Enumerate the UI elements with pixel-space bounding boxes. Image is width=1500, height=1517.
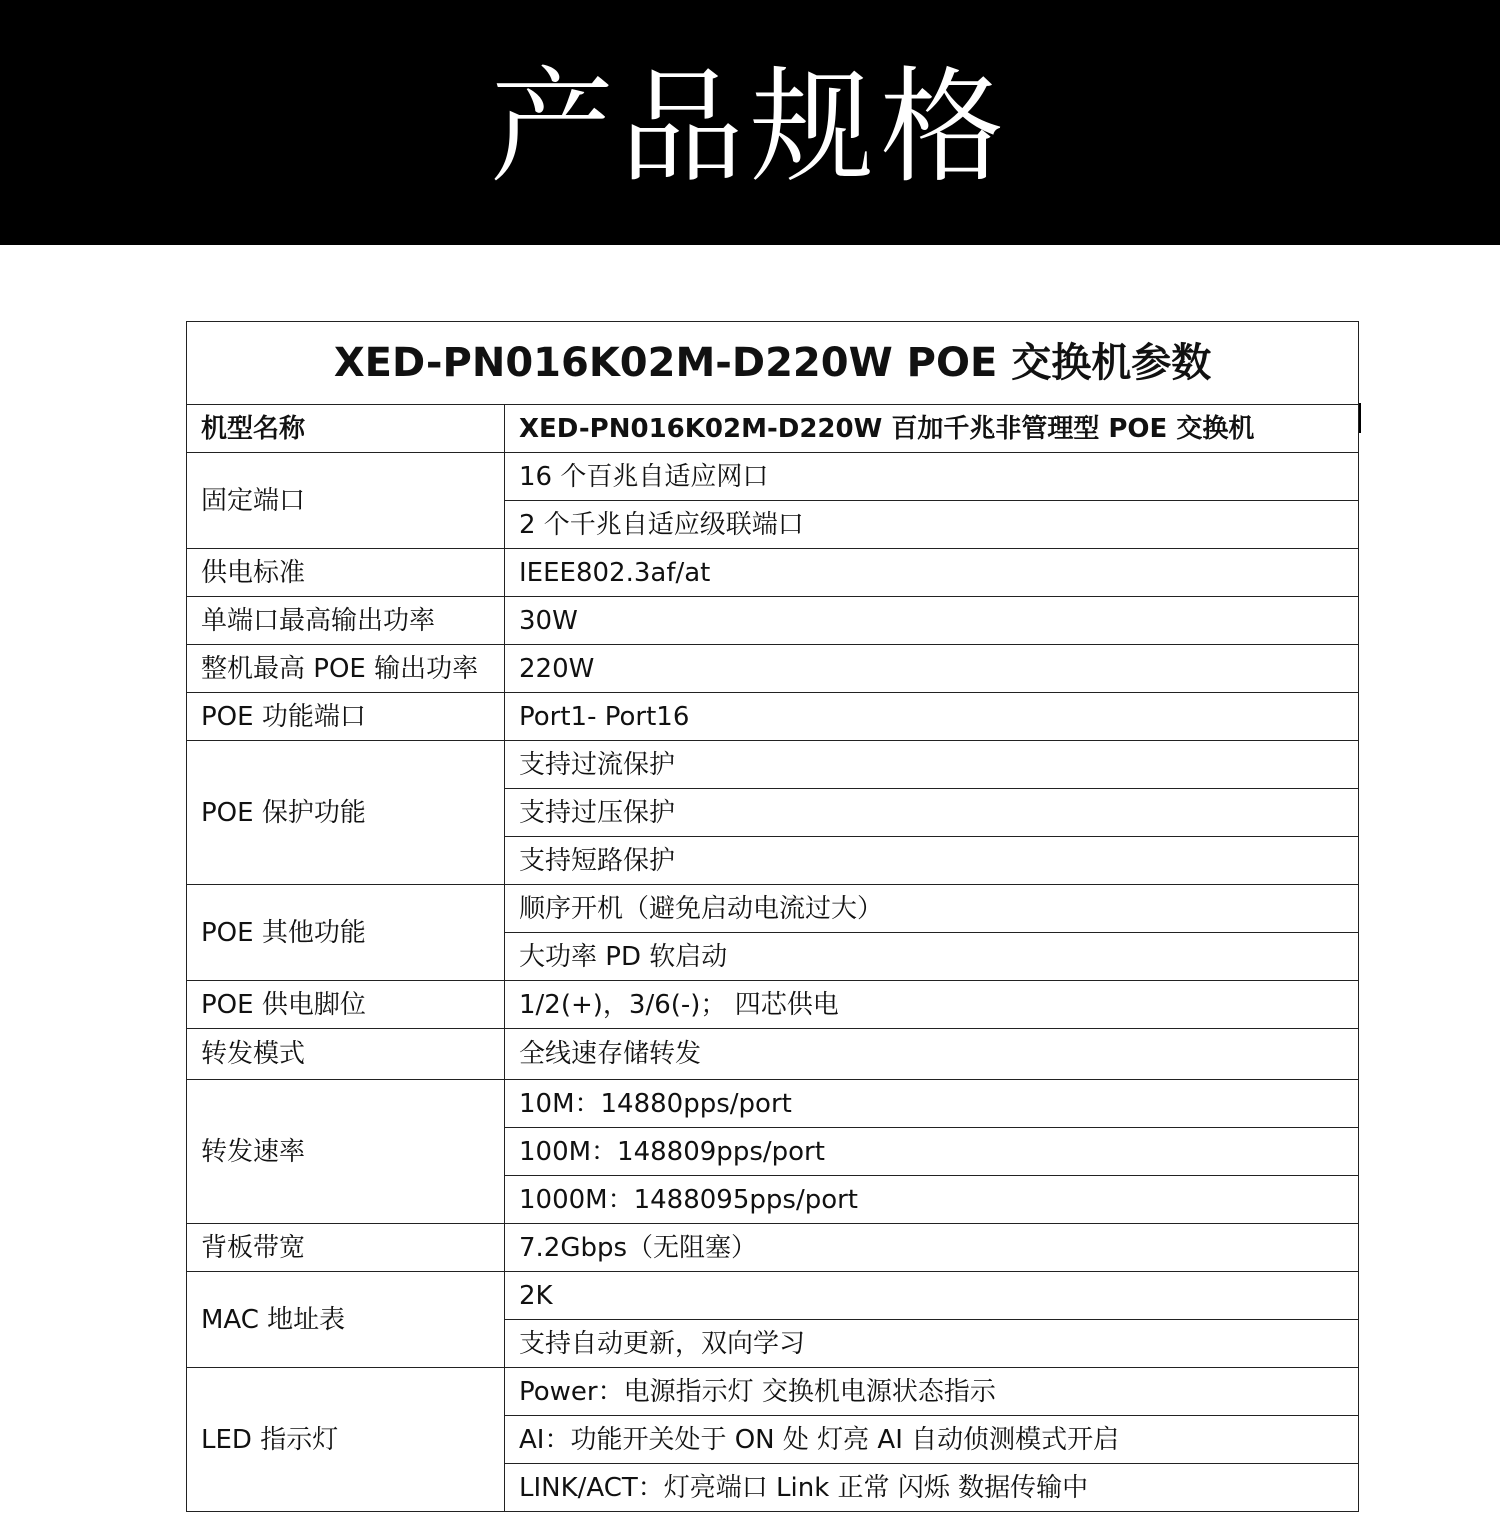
table-header-row [187,405,1359,453]
spec-value: 16 个百兆自适应网口 [505,453,1359,501]
spec-value: 支持过压保护 [505,789,1359,837]
table-row [187,549,1359,597]
spec-label: 背板带宽 [187,1224,505,1272]
spec-value: Port1- Port16 [505,693,1359,741]
spec-label: POE 其他功能 [187,885,505,981]
table-row [187,1224,1359,1272]
table-row [187,1029,1359,1080]
table-row [187,693,1359,741]
spec-label: 转发速率 [187,1080,505,1224]
header-label: 机型名称 [187,405,505,453]
banner [0,0,1500,245]
spec-value: 支持短路保护 [505,837,1359,885]
spec-value: 1000M：1488095pps/port [505,1176,1359,1224]
spec-label: 转发模式 [187,1029,505,1080]
spec-label: 供电标准 [187,549,505,597]
spec-table-container [186,321,1358,1512]
spec-value: LINK/ACT：灯亮端口 Link 正常 闪烁 数据传输中 [505,1464,1359,1512]
table-row [187,453,1359,501]
spec-value: AI：功能开关处于 ON 处 灯亮 AI 自动侦测模式开启 [505,1416,1359,1464]
table-row [187,1368,1359,1416]
text-cursor [1359,403,1361,433]
spec-label: 单端口最高输出功率 [187,597,505,645]
table-row [187,597,1359,645]
spec-label: 固定端口 [187,453,505,549]
spec-label: POE 保护功能 [187,741,505,885]
spec-value: 100M：148809pps/port [505,1128,1359,1176]
spec-value: 全线速存储转发 [505,1029,1359,1080]
spec-value: 7.2Gbps（无阻塞） [505,1224,1359,1272]
spec-label: POE 供电脚位 [187,981,505,1029]
spec-value: 1/2(+)，3/6(-)； 四芯供电 [505,981,1359,1029]
spec-value: Power：电源指示灯 交换机电源状态指示 [505,1368,1359,1416]
spec-table [186,321,1359,1512]
table-row [187,1272,1359,1320]
spec-value: 支持自动更新，双向学习 [505,1320,1359,1368]
spec-value: 220W [505,645,1359,693]
header-value: XED-PN016K02M-D220W 百加千兆非管理型 POE 交换机 [505,405,1359,453]
spec-value: 顺序开机（避免启动电流过大） [505,885,1359,933]
table-row [187,981,1359,1029]
table-row [187,1080,1359,1128]
banner-title: 产品规格 [489,55,1010,200]
spec-label: LED 指示灯 [187,1368,505,1512]
spec-label: POE 功能端口 [187,693,505,741]
spec-label: 整机最高 POE 输出功率 [187,645,505,693]
table-row [187,885,1359,933]
table-title: XED-PN016K02M-D220W POE 交换机参数 [187,322,1359,405]
table-row [187,645,1359,693]
spec-value: 大功率 PD 软启动 [505,933,1359,981]
spec-value: 支持过流保护 [505,741,1359,789]
spec-value: 2 个千兆自适应级联端口 [505,501,1359,549]
spec-label: MAC 地址表 [187,1272,505,1368]
table-title-row [187,322,1359,405]
spec-value: 30W [505,597,1359,645]
spec-value: 2K [505,1272,1359,1320]
table-row [187,741,1359,789]
spec-value: IEEE802.3af/at [505,549,1359,597]
spec-value: 10M：14880pps/port [505,1080,1359,1128]
